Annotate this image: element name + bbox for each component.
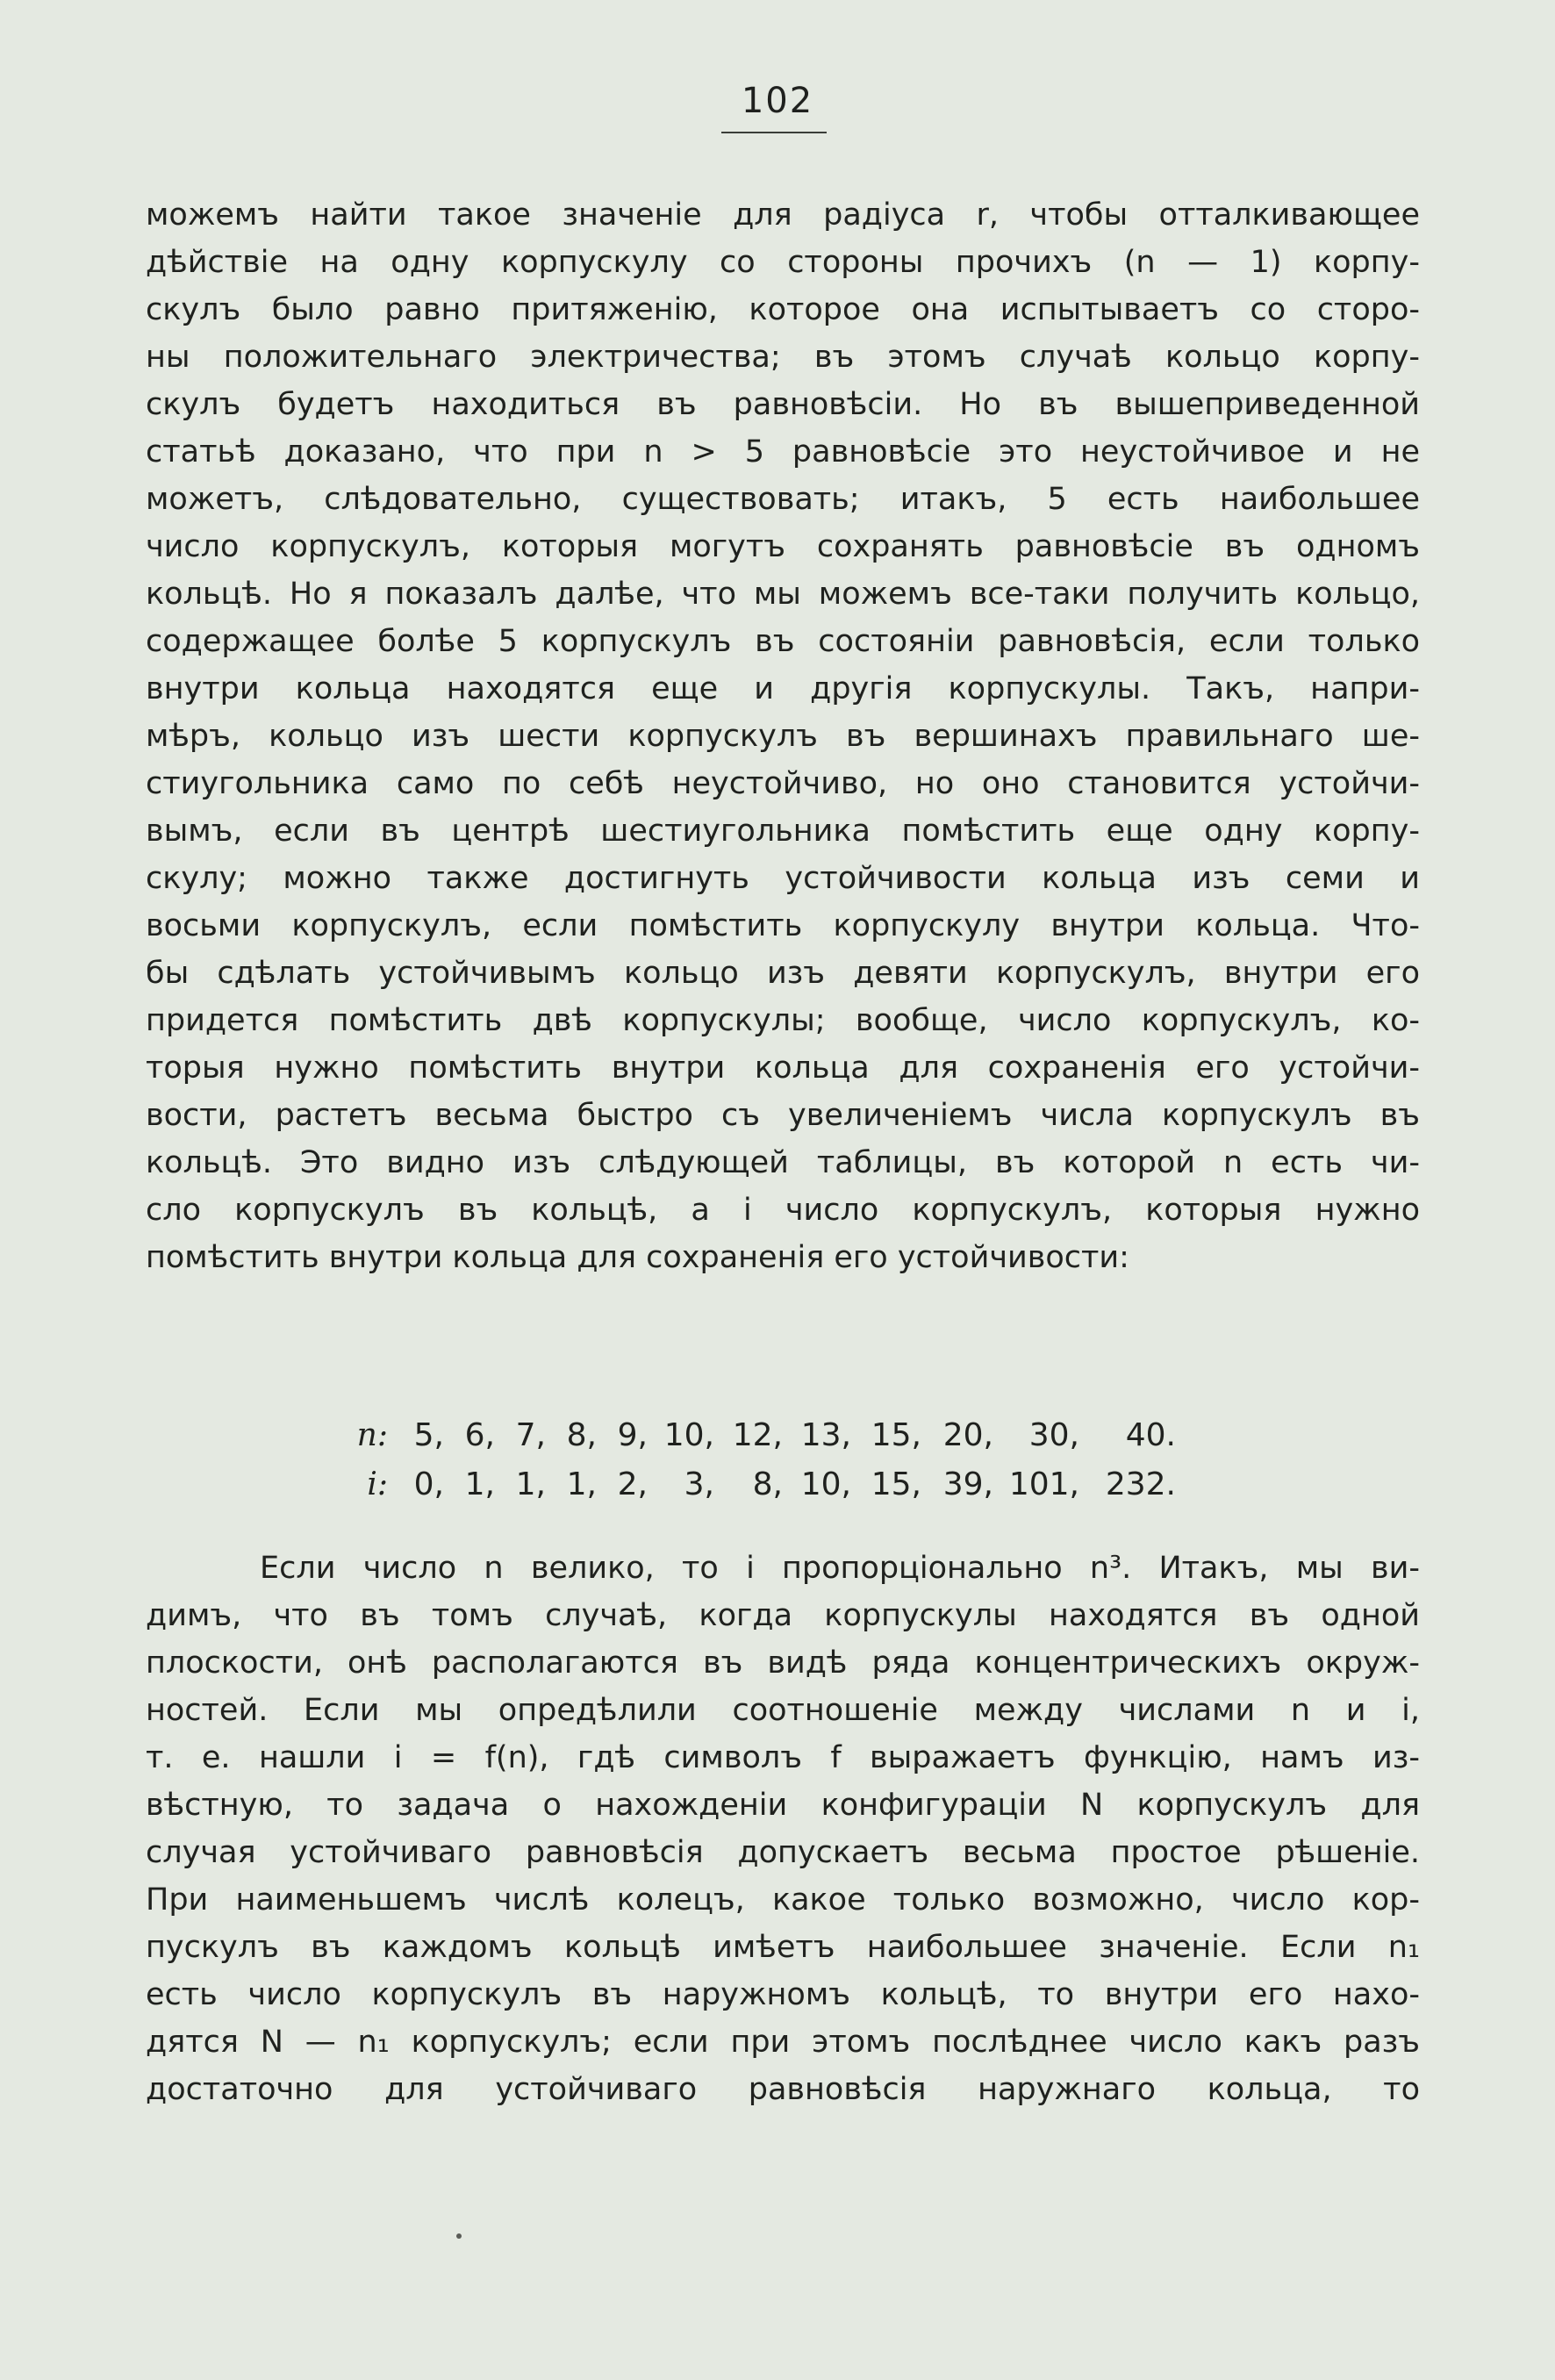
table-cell: 39, (942, 1466, 993, 1502)
table-cell: 3, (684, 1466, 714, 1502)
text-line: статьѣ доказано, что при n > 5 равновѣсіе это неустойчивое и не (146, 434, 1420, 470)
paragraph-1 (146, 191, 1420, 1281)
table-cell: 8, (566, 1417, 597, 1453)
text-line: восьми корпускулъ, если помѣстить корпускулу внутри кольца. Что- (146, 908, 1420, 943)
text-line: Если число n велико, то i пропорціонально n³. Итакъ, мы ви- (260, 1551, 1420, 1586)
table-cell: 7, (515, 1417, 546, 1453)
paragraph-2 (146, 1545, 1420, 2113)
text-line: бы сдѣлать устойчивымъ кольцо изъ девяти корпускулъ, внутри его (146, 956, 1420, 991)
table-row-i (325, 1460, 1246, 1509)
text-line: вѣстную, то задача о нахожденіи конфигураціи N корпускулъ для (146, 1788, 1420, 1823)
table-cell: 1, (464, 1466, 495, 1502)
text-line: скулъ будетъ находиться въ равновѣсіи. Но въ вышеприведенной (146, 387, 1420, 422)
table-row-n (325, 1411, 1246, 1460)
table-cell: 1, (515, 1466, 546, 1502)
text-line: скулъ было равно притяженію, которое она испытываетъ со сторо- (146, 292, 1420, 327)
text-line: дѣйствіе на одну корпускулу со стороны прочихъ (n — 1) корпу- (146, 245, 1420, 280)
table-cell: 30, (1028, 1417, 1079, 1453)
text-line: плоскости, онѣ располагаются въ видѣ ряда концентрическихъ окруж- (146, 1645, 1420, 1681)
text-line: ностей. Если мы опредѣлили соотношеніе между числами n и i, (146, 1693, 1420, 1728)
ring-stability-table (325, 1411, 1246, 1509)
text-line: скулу; можно также достигнуть устойчивости кольца изъ семи и (146, 861, 1420, 896)
text-line: можемъ найти такое значеніе для радіуса r, чтобы отталкивающее (146, 197, 1420, 233)
text-line: кольцѣ. Но я показалъ далѣе, что мы можемъ все-таки получить кольцо, (146, 577, 1420, 612)
table-cell: 10, (663, 1417, 714, 1453)
text-line: число корпускулъ, которыя могутъ сохранять равновѣсіе въ одномъ (146, 529, 1420, 564)
text-line: мѣръ, кольцо изъ шести корпускулъ въ вершинахъ правильнаго ше- (146, 719, 1420, 754)
print-speck (456, 2233, 462, 2239)
row-label-i: i: (367, 1466, 388, 1502)
row-label-n: n: (356, 1417, 388, 1453)
table-cell: 0, (413, 1466, 444, 1502)
table-cell: 40. (1125, 1417, 1176, 1453)
text-line: придется помѣстить двѣ корпускулы; вообще, число корпускулъ, ко- (146, 1003, 1420, 1038)
text-line: кольцѣ. Это видно изъ слѣдующей таблицы, въ которой n есть чи- (146, 1145, 1420, 1180)
table-cell: 15, (871, 1466, 921, 1502)
text-line: вости, растетъ весьма быстро съ увеличеніемъ числа корпускулъ въ (146, 1098, 1420, 1133)
table-cell: 2, (617, 1466, 648, 1502)
text-line: стиугольника само по себѣ неустойчиво, но оно становится устойчи- (146, 766, 1420, 801)
table-cell: 15, (871, 1417, 921, 1453)
text-line: торыя нужно помѣстить внутри кольца для сохраненія его устойчи- (146, 1050, 1420, 1086)
table-cell: 10, (800, 1466, 851, 1502)
text-line: т. е. нашли i = f(n), гдѣ символъ f выражаетъ функцію, намъ из- (146, 1740, 1420, 1775)
table-cell: 101, (1008, 1466, 1079, 1502)
text-line: димъ, что въ томъ случаѣ, когда корпускулы находятся въ одной (146, 1598, 1420, 1633)
table-cell: 13, (800, 1417, 851, 1453)
table-cell: 8, (752, 1466, 783, 1502)
text-line: При наименьшемъ числѣ колецъ, какое только возможно, число кор- (146, 1882, 1420, 1918)
text-line: можетъ, слѣдовательно, существовать; итакъ, 5 есть наибольшее (146, 482, 1420, 517)
table-cell: 232. (1105, 1466, 1176, 1502)
table-cell: 6, (464, 1417, 495, 1453)
text-line: помѣстить внутри кольца для сохраненія его устойчивости: (146, 1240, 1129, 1275)
text-line: сло корпускулъ въ кольцѣ, а i число корпускулъ, которыя нужно (146, 1193, 1420, 1228)
text-line: вымъ, если въ центрѣ шестиугольника помѣстить еще одну корпу- (146, 814, 1420, 849)
table-cell: 12, (732, 1417, 783, 1453)
text-line: пускулъ въ каждомъ кольцѣ имѣетъ наибольшее значеніе. Если n₁ (146, 1930, 1420, 1965)
text-line: внутри кольца находятся еще и другія корпускулы. Такъ, напри- (146, 671, 1420, 706)
text-line: достаточно для устойчиваго равновѣсія наружнаго кольца, то (146, 2072, 1420, 2107)
table-cell: 9, (617, 1417, 648, 1453)
table-cell: 20, (942, 1417, 993, 1453)
table-cell: 1, (566, 1466, 597, 1502)
text-line: случая устойчиваго равновѣсія допускаетъ весьма простое рѣшеніе. (146, 1835, 1420, 1870)
table-cell: 5, (413, 1417, 444, 1453)
text-line: содержащее болѣе 5 корпускулъ въ состояніи равновѣсія, если только (146, 624, 1420, 659)
page-number-rule (721, 132, 827, 133)
text-line: есть число корпускулъ въ наружномъ кольцѣ, то внутри его нахо- (146, 1977, 1420, 2012)
text-line: дятся N — n₁ корпускулъ; если при этомъ послѣднее число какъ разъ (146, 2025, 1420, 2060)
text-line: ны положительнаго электричества; въ этомъ случаѣ кольцо корпу- (146, 340, 1420, 375)
page-number: 102 (741, 81, 814, 121)
